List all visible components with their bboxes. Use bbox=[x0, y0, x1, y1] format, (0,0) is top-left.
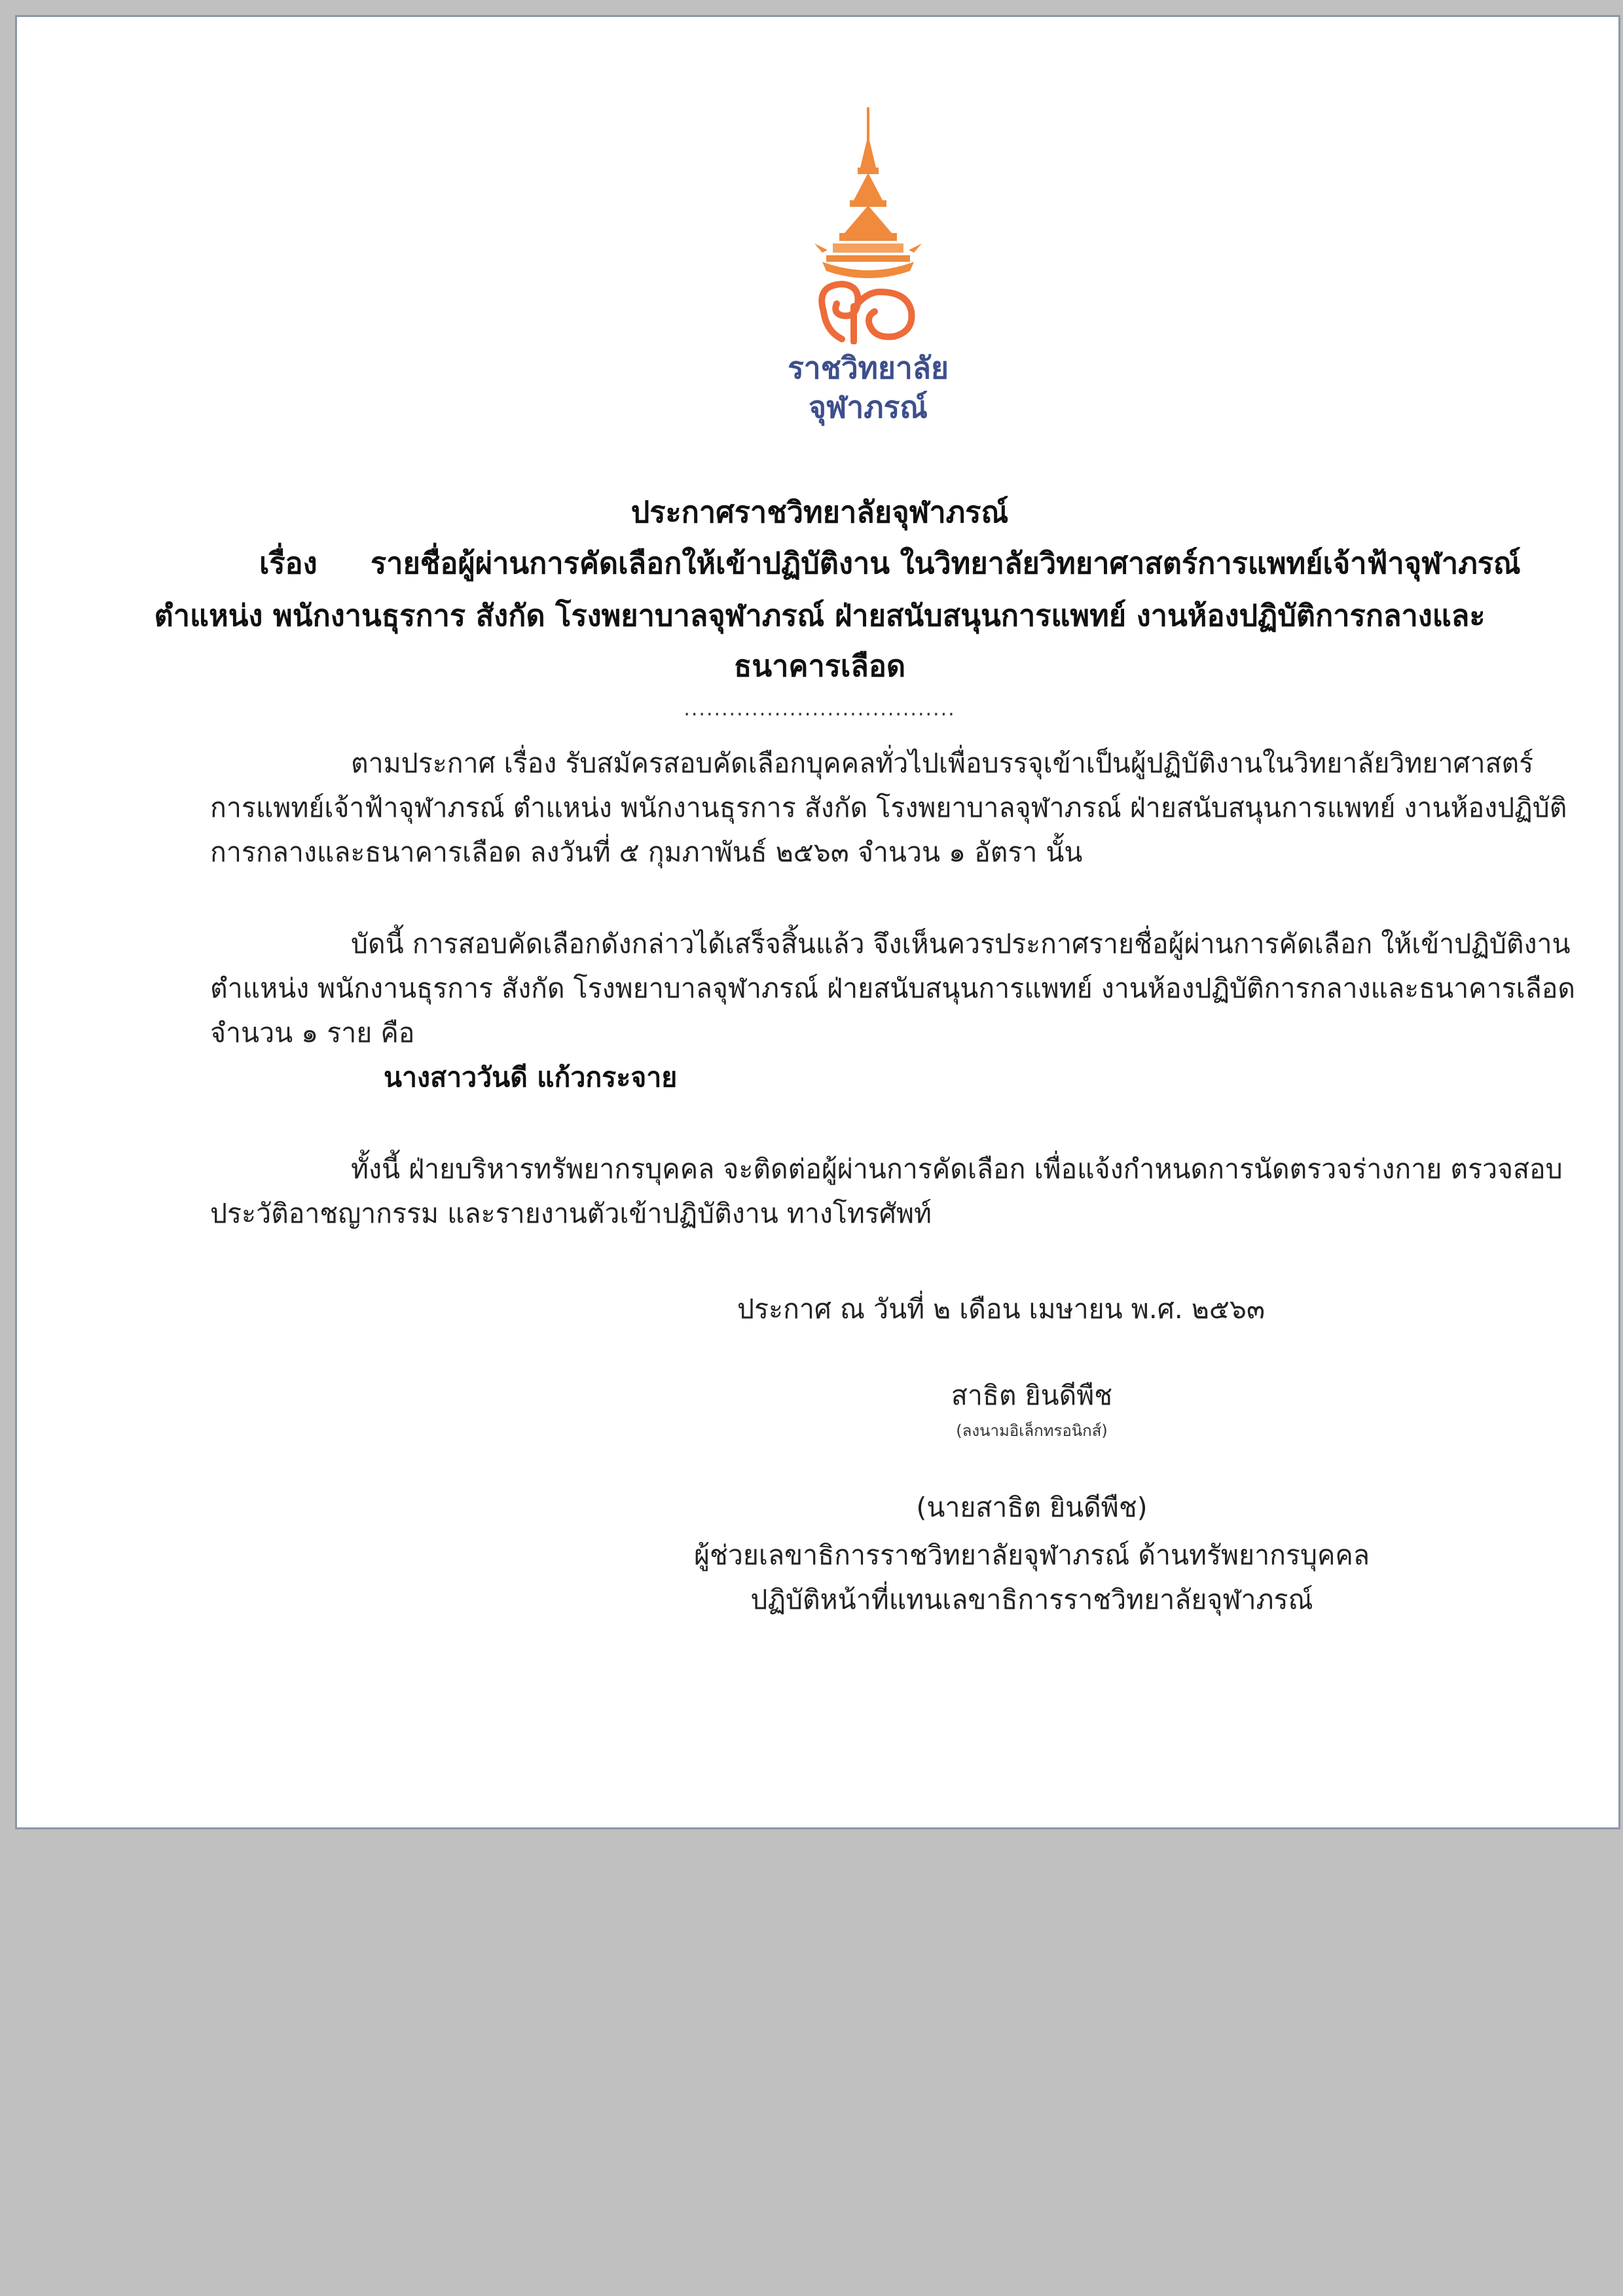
subject-text: รายชื่อผู้ผ่านการคัดเลือกให้เข้าปฏิบัติงาน ในวิทยาลัยวิทยาศาสตร์การแพทย์เจ้าฟ้าจุฬาภรณ์ bbox=[371, 546, 1521, 581]
logo bbox=[776, 96, 960, 423]
announcement-title: ประกาศราชวิทยาลัยจุฬาภรณ์ bbox=[630, 495, 1009, 529]
signer-position-1: ผู้ช่วยเลขาธิการราชวิทยาลัยจุฬาภรณ์ ด้านทรัพยากรบุคคล bbox=[694, 1539, 1370, 1571]
paragraph-1-line-1: ตามประกาศ เรื่อง รับสมัครสอบคัดเลือกบุคคลทั่วไปเพื่อบรรจุเข้าเป็นผู้ปฏิบัติงานในวิทยาลัยวิทยาศาสตร์ bbox=[351, 747, 1534, 779]
electronic-signature-note: (ลงนามอิเล็กทรอนิกส์) bbox=[956, 1422, 1108, 1440]
subject-label: เรื่อง bbox=[259, 546, 318, 581]
document-page bbox=[15, 15, 1620, 1829]
paragraph-2-line-3: จำนวน ๑ ราย คือ bbox=[210, 1017, 415, 1049]
signed-name: สาธิต ยินดีพืช bbox=[951, 1380, 1113, 1411]
paragraph-1-line-2: การแพทย์เจ้าฟ้าจุฬาภรณ์ ตำแหน่ง พนักงานธุรการ สังกัด โรงพยาบาลจุฬาภรณ์ ฝ่ายสนับสนุนการแพทย์ งานห้องปฏิบัติ bbox=[210, 792, 1567, 823]
announcement-date: ประกาศ ณ วันที่ ๒ เดือน เมษายน พ.ศ. ๒๕๖๓ bbox=[737, 1293, 1265, 1325]
paragraph-3-line-1: ทั้งนี้ ฝ่ายบริหารทรัพยากรบุคคล จะติดต่อผู้ผ่านการคัดเลือก เพื่อแจ้งกำหนดการนัดตรวจร่างกาย ตรวจสอบ bbox=[351, 1153, 1563, 1185]
subject-row bbox=[259, 539, 1521, 586]
department-line: ธนาคารเลือด bbox=[733, 649, 906, 683]
logo-text-line2: จุฬาภรณ์ bbox=[809, 389, 928, 425]
signer-full-name: (นายสาธิต ยินดีพืช) bbox=[916, 1492, 1148, 1523]
chulabhorn-crown-emblem-icon bbox=[776, 96, 960, 344]
position-line: ตำแหน่ง พนักงานธุรการ สังกัด โรงพยาบาลจุฬาภรณ์ ฝ่ายสนับสนุนการแพทย์ งานห้องปฏิบัติการกลางและ bbox=[154, 598, 1486, 633]
logo-text-line1: ราชวิทยาลัย bbox=[788, 350, 949, 386]
paragraph-1-line-3: การกลางและธนาคารเลือด ลงวันที่ ๕ กุมภาพันธ์ ๒๕๖๓ จำนวน ๑ อัตรา นั้น bbox=[210, 836, 1083, 868]
paragraph-2-line-1: บัดนี้ การสอบคัดเลือกดังกล่าวได้เสร็จสิ้นแล้ว จึงเห็นควรประกาศรายชื่อผู้ผ่านการคัดเลือก ให้เข้าปฏิบัติงาน bbox=[351, 928, 1571, 960]
signer-position-2: ปฏิบัติหน้าที่แทนเลขาธิการราชวิทยาลัยจุฬาภรณ์ bbox=[750, 1584, 1313, 1615]
divider: .................................... bbox=[684, 698, 956, 721]
paragraph-3-line-2: ประวัติอาชญากรรม และรายงานตัวเข้าปฏิบัติงาน ทางโทรศัพท์ bbox=[210, 1198, 932, 1229]
candidate-name: นางสาววันดี แก้วกระจาย bbox=[384, 1062, 678, 1093]
paragraph-2-line-2: ตำแหน่ง พนักงานธุรการ สังกัด โรงพยาบาลจุฬาภรณ์ ฝ่ายสนับสนุนการแพทย์ งานห้องปฏิบัติการกลางและธนาคารเลือด bbox=[210, 973, 1576, 1004]
